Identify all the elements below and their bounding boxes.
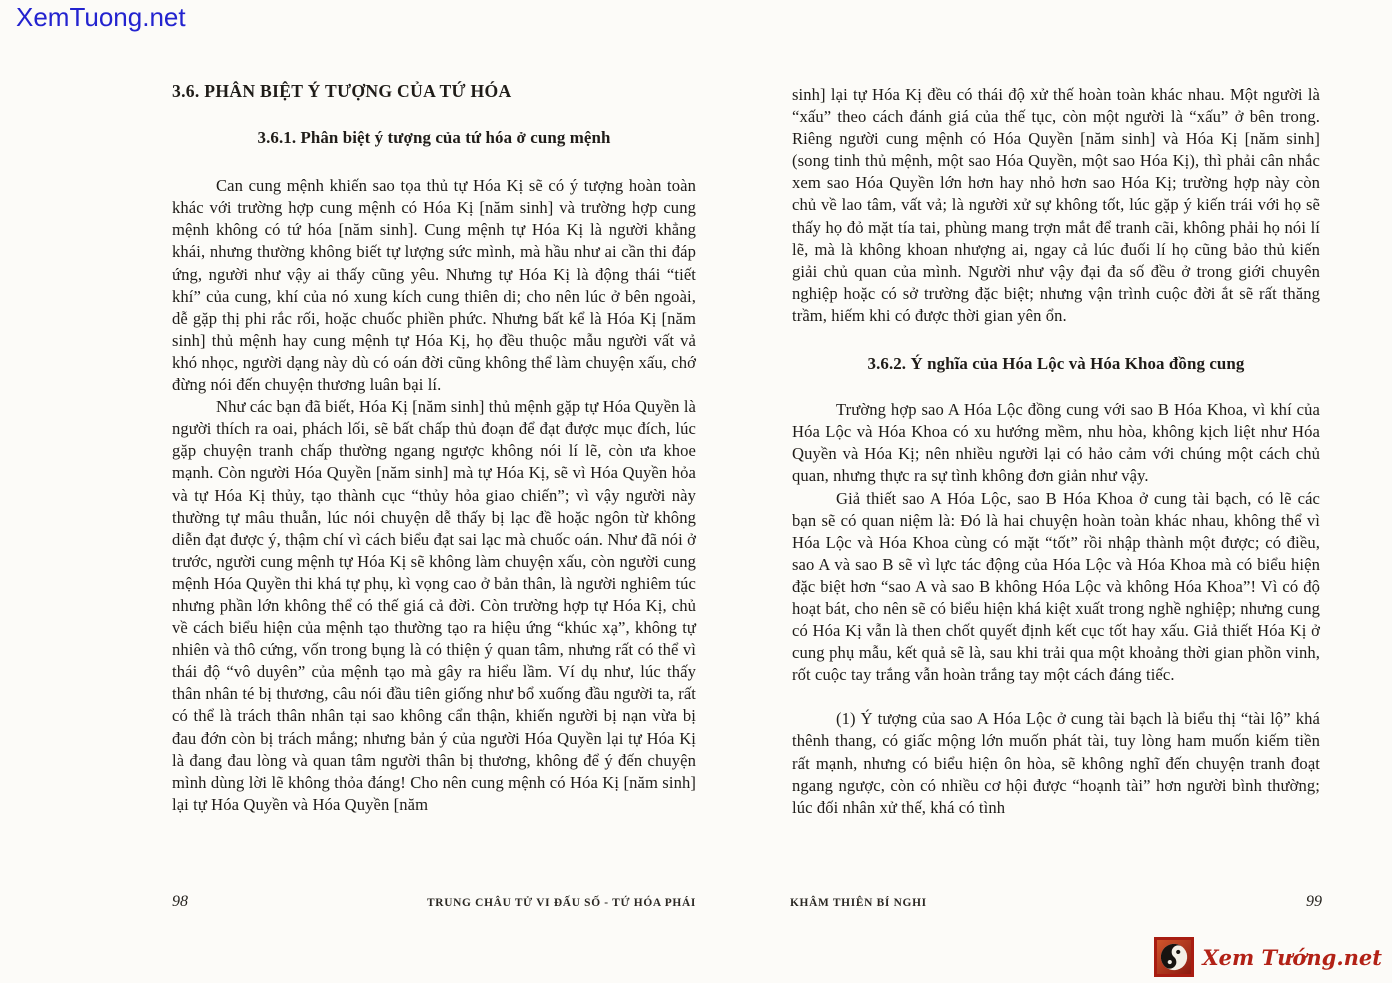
left-page-paragraph-1: Can cung mệnh khiến sao tọa thủ tự Hóa Kị sẽ có ý tượng hoàn toàn khác với trường hợp cung mệnh có Hóa Kị [năm sinh] và trường hợp cung mệnh không có tứ hóa [năm sinh]. Cung mệnh tự Hóa Kị là người khẳng khái, nhưng thường không biết tự lượng sức mình, mà hầu như ai cần thi đáp ứng, người như vậy ai thấy cũng yêu. Nhưng tự Hóa Kị là động thái “tiết khí” của cung, khí của nó xung kích cung thiên di; cho nên lúc ở bên ngoài, dễ gặp thị phi rắc rối, hoặc chuốc phiền phức. Nhưng bất kể là Hóa Kị [năm sinh] thủ mệnh hay cung mệnh tự Hóa Kị, họ đều thuộc mẫu người vất vả khó nhọc, người dạng này dù có oán đời cũng không thể làm chuyện xấu, chớ đừng nói đến chuyện thương luân bại lí. — [172, 176, 696, 395]
left-page-paragraph-2: Như các bạn đã biết, Hóa Kị [năm sinh] thủ mệnh gặp tự Hóa Quyền là người thích ra oai, phách lối, sẽ bất chấp thủ đoạn để đạt được mục đích, lúc gặp chuyện tranh chấp thường ngang ngược không nói lí lẽ, còn ưa khoe mạnh. Còn người Hóa Quyền [năm sinh] mà tự Hóa Kị, sẽ vì Hóa Quyền hỏa và tự Hóa Kị thủy, tạo thành cục “thủy hỏa giao chiến”; vì vậy người này thường tự mâu thuẫn, lúc nói chuyện dễ thấy bị lạc đề hoặc ngôn từ không diễn đạt được ý, thậm chí vì cách biểu đạt sai lạc mà chuốc oán. Như đã nói ở trước, người cung mệnh tự Hóa Kị sẽ không làm chuyện xấu, còn người cung mệnh Hóa Quyền thi khá tự phụ, kì vọng cao ở bản thân, là người nghiêm túc nhưng phần lớn không thể có thế giá cả đời. Còn trường hợp tự Hóa Kị, chủ về cách biểu hiện của mệnh tạo thường tạo ra hiệu ứng “khúc xạ”, không tự nhiên và thô cứng, vốn trong bụng là có thiện ý quan tâm, nhưng rất có thể vì thái độ “vô duyên” của mệnh tạo mà gây ra hiểu lầm. Ví dụ như, lúc thấy thân nhân té bị thương, câu nói đầu tiên giống như bổ xuống đầu người ta, rất có thể là trách thân nhân tại sao không cẩn thận, khiến người bị nạn vừa bị đau đớn còn bị trách mắng; nhưng bản ý của người Hóa Quyền lại tự Hóa Kị là đang đau lòng và quan tâm người thân bị thương, không để ý đến chuyện mình dùng lời lẽ không thỏa đáng! Cho nên cung mệnh có Hóa Kị [năm sinh] lại tự Hóa Quyền và Hóa Quyền [năm — [172, 397, 696, 814]
right-page-paragraph-1: Trường hợp sao A Hóa Lộc đồng cung với sao B Hóa Khoa, vì khí của Hóa Lộc và Hóa Khoa có xu hướng mềm, nhu hòa, không kịch liệt như Hóa Quyền và Hóa Kị; nên nhiều người lại có hảo cảm với chúng một cách chủ quan, nhưng thực ra sự tình không đơn giản như vậy. — [792, 400, 1320, 486]
left-page-number: 98 — [172, 893, 188, 910]
left-page-footer — [172, 893, 696, 911]
site-logo — [1154, 937, 1382, 977]
left-page-column — [172, 80, 696, 816]
subsection-heading-3-6-1: 3.6.1. Phân biệt ý tượng của tứ hóa ở cung mệnh — [257, 128, 611, 148]
right-page-number: 99 — [1306, 893, 1322, 910]
right-page-paragraph-2: Giả thiết sao A Hóa Lộc, sao B Hóa Khoa ở cung tài bạch, có lẽ các bạn sẽ có quan niệm là: Đó là hai chuyện hoàn toàn khác nhau, không thể vì Hóa Lộc và Hóa Khoa cùng có mặt “tốt” rồi nhập thành một được; có điều, sao A và sao B sẽ vì lực tác động của Hóa Lộc và Hóa Khoa mà có biểu hiện đặc biệt hơn “sao A và sao B không Hóa Lộc và không Hóa Khoa”! Vì có độ hoạt bát, cho nên sẽ có biểu hiện khá kiệt xuất trong nghề nghiệp; nhưng cung có Hóa Kị vẫn là then chốt quyết định kết cục tốt hay xấu. Giả thiết Hóa Kị ở cung phụ mẫu, kết quả sẽ là, sau khi trải qua một khoảng thời gian phồn vinh, rốt cuộc tay trắng vẫn hoàn trắng tay một cách đáng tiếc. — [792, 488, 1320, 685]
right-page-paragraph-3: (1) Ý tượng của sao A Hóa Lộc ở cung tài bạch là biểu thị “tài lộ” khá thênh thang, có giấc mộng lớn muốn phát tài, tuy lòng ham muốn kiếm tiền rất mạnh, nhưng có biểu hiện ôn hòa, sẽ không nghĩ đến chuyện tranh đoạt ngang ngược, còn có nhiều cơ hội được “hoạnh tài” hơn người bình thường; lúc đối nhân xử thế, khá có tình — [792, 709, 1320, 817]
site-watermark-text: XemTuong.net — [16, 2, 186, 32]
right-page-continuation-paragraph: sinh] lại tự Hóa Kị đều có thái độ xử thế hoàn toàn khác nhau. Một người là “xấu” theo cách đánh giá của thế tục, còn một người là “xấu” ở bên trong. Riêng người cung mệnh có Hóa Quyền [năm sinh] và Hóa Kị [năm sinh] (song tinh thủ mệnh, một sao Hóa Quyền, một sao Hóa Kị), thì phải cân nhắc xem sao Hóa Quyền lớn hơn hay nhỏ hơn sao Hóa Kị; trường hợp này còn chủ về lao tâm, vất vả; là người xử sự không tốt, lúc gặp ý kiến trái với họ sẽ thấy họ đỏ mặt tía tai, phùng mang trợn mắt để tranh cãi, không phải họ nói lí lẽ, mà là không khoan nhượng ai, ngay cả lúc đuối lí họ cũng bảo thủ kiến giải chủ quan của mình. Người như vậy đại đa số đều ở trong giới chuyên nghiệp hoặc có sở trường đặc biệt; nhưng vận trình cuộc đời ắt sẽ rất thăng trầm, hiếm khi có được thời gian yên ổn. — [792, 85, 1320, 325]
left-running-title: TRUNG CHÂU TỬ VI ĐẤU SỐ - TỨ HÓA PHÁI — [426, 897, 696, 909]
subsection-heading-3-6-2: 3.6.2. Ý nghĩa của Hóa Lộc và Hóa Khoa đồng cung — [867, 354, 1245, 374]
right-page-footer — [790, 893, 1322, 911]
site-logo-text: Xem Tướng.net — [1202, 944, 1382, 970]
section-heading-3-6: 3.6. PHÂN BIỆT Ý TƯỢNG CỦA TỨ HÓA — [172, 81, 512, 101]
right-page-column — [792, 84, 1320, 819]
right-running-title: KHÂM THIÊN BÍ NGHI — [790, 897, 927, 909]
yin-yang-icon — [1154, 937, 1194, 977]
